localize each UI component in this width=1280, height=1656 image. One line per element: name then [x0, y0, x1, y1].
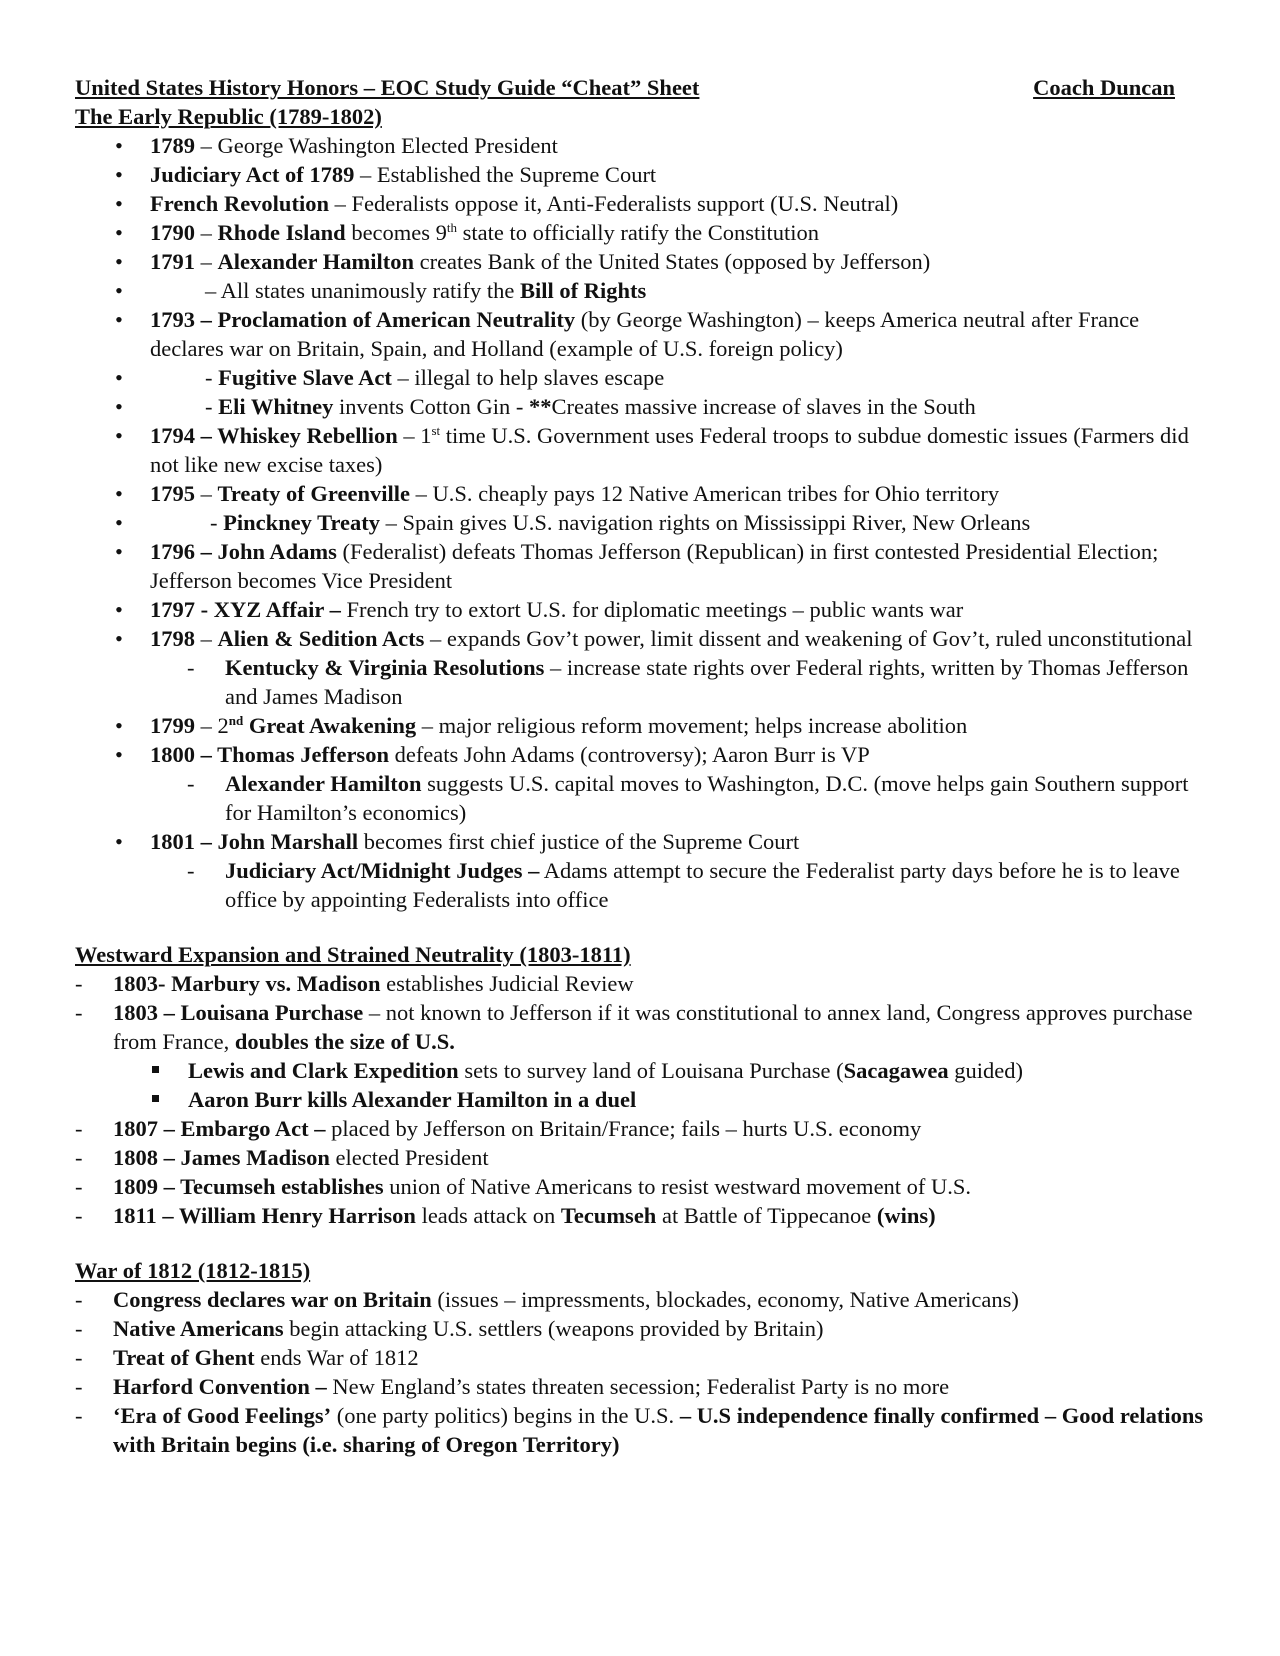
author-name: Coach Duncan — [1033, 75, 1175, 100]
section-title-war-of-1812: War of 1812 (1812-1815) — [75, 1258, 311, 1283]
list-item: - 1811 – William Henry Harrison leads attack on Tecumseh at Battle of Tippecanoe (wins) — [75, 1201, 1215, 1230]
list-item: - 1808 – James Madison elected President — [75, 1143, 1215, 1172]
list-item: - Congress declares war on Britain (issues – impressments, blockades, economy, Native Americans) — [75, 1285, 1215, 1314]
early-republic-list — [75, 131, 1215, 914]
list-item: • 1789 – George Washington Elected President — [75, 131, 1215, 160]
page-header — [75, 73, 1215, 102]
list-item: • - Fugitive Slave Act – illegal to help slaves escape — [75, 363, 1215, 392]
section-title-westward-expansion: Westward Expansion and Strained Neutrality (1803-1811) — [75, 942, 631, 967]
list-item: - 1803 – Louisana Purchase – not known to Jefferson if it was constitutional to annex land, Congress approves purchase from France, doubles the size of U.S. — [75, 998, 1215, 1056]
list-item: - Treat of Ghent ends War of 1812 — [75, 1343, 1215, 1372]
section-title-early-republic: The Early Republic (1789-1802) — [75, 104, 382, 129]
sub-list-item: - Judiciary Act/Midnight Judges – Adams attempt to secure the Federalist party days before he is to leave office by appointing Federalists into office — [75, 856, 1215, 914]
list-item: • Judiciary Act of 1789 – Established the Supreme Court — [75, 160, 1215, 189]
list-item: • 1797 - XYZ Affair – French try to extort U.S. for diplomatic meetings – public wants war — [75, 595, 1215, 624]
list-item: - Native Americans begin attacking U.S. settlers (weapons provided by Britain) — [75, 1314, 1215, 1343]
study-guide-page — [75, 73, 1215, 1459]
list-item: - 1807 – Embargo Act – placed by Jefferson on Britain/France; fails – hurts U.S. economy — [75, 1114, 1215, 1143]
list-item: • - Eli Whitney invents Cotton Gin - **Creates massive increase of slaves in the South — [75, 392, 1215, 421]
list-item: • 1798 – Alien & Sedition Acts – expands Gov’t power, limit dissent and weakening of Gov’t, ruled unconstitutional — [75, 624, 1215, 653]
list-item: • – All states unanimously ratify the Bill of Rights — [75, 276, 1215, 305]
list-item: - 1809 – Tecumseh establishes union of Native Americans to resist westward movement of U.S. — [75, 1172, 1215, 1201]
list-item: • 1801 – John Marshall becomes first chief justice of the Supreme Court — [75, 827, 1215, 856]
list-item: • 1790 – Rhode Island becomes 9th state to officially ratify the Constitution — [75, 218, 1215, 247]
list-item: • 1791 – Alexander Hamilton creates Bank of the United States (opposed by Jefferson) — [75, 247, 1215, 276]
list-item: • 1794 – Whiskey Rebellion – 1st time U.S. Government uses Federal troops to subdue domestic issues (Farmers did not like new excise taxes) — [75, 421, 1215, 479]
list-item: • 1800 – Thomas Jefferson defeats John Adams (controversy); Aaron Burr is VP — [75, 740, 1215, 769]
list-item: • French Revolution – Federalists oppose it, Anti-Federalists support (U.S. Neutral) — [75, 189, 1215, 218]
list-item: - ‘Era of Good Feelings’ (one party politics) begins in the U.S. – U.S independence finally confirmed – Good relations with Britain begins (i.e. sharing of Oregon Territory) — [75, 1401, 1215, 1459]
sub-list-item: Aaron Burr kills Alexander Hamilton in a duel — [75, 1085, 1215, 1114]
sub-list-item: - Kentucky & Virginia Resolutions – increase state rights over Federal rights, written by Thomas Jefferson and James Madison — [75, 653, 1215, 711]
westward-expansion-list — [75, 969, 1215, 1230]
page-title: United States History Honors – EOC Study Guide “Cheat” Sheet — [75, 75, 700, 100]
war-of-1812-list — [75, 1285, 1215, 1459]
list-item: • 1793 – Proclamation of American Neutrality (by George Washington) – keeps America neutral after France declares war on Britain, Spain, and Holland (example of U.S. foreign policy) — [75, 305, 1215, 363]
list-item: • - Pinckney Treaty – Spain gives U.S. navigation rights on Mississippi River, New Orleans — [75, 508, 1215, 537]
list-item: • 1799 – 2nd Great Awakening – major religious reform movement; helps increase abolition — [75, 711, 1215, 740]
sub-list-item: Lewis and Clark Expedition sets to survey land of Louisana Purchase (Sacagawea guided) — [75, 1056, 1215, 1085]
sub-list-item: - Alexander Hamilton suggests U.S. capital moves to Washington, D.C. (move helps gain Southern support for Hamilton’s economics) — [75, 769, 1215, 827]
list-item: - Harford Convention – New England’s states threaten secession; Federalist Party is no more — [75, 1372, 1215, 1401]
list-item: • 1795 – Treaty of Greenville – U.S. cheaply pays 12 Native American tribes for Ohio territory — [75, 479, 1215, 508]
list-item: - 1803- Marbury vs. Madison establishes Judicial Review — [75, 969, 1215, 998]
list-item: • 1796 – John Adams (Federalist) defeats Thomas Jefferson (Republican) in first contested Presidential Election; Jefferson becomes Vice President — [75, 537, 1215, 595]
